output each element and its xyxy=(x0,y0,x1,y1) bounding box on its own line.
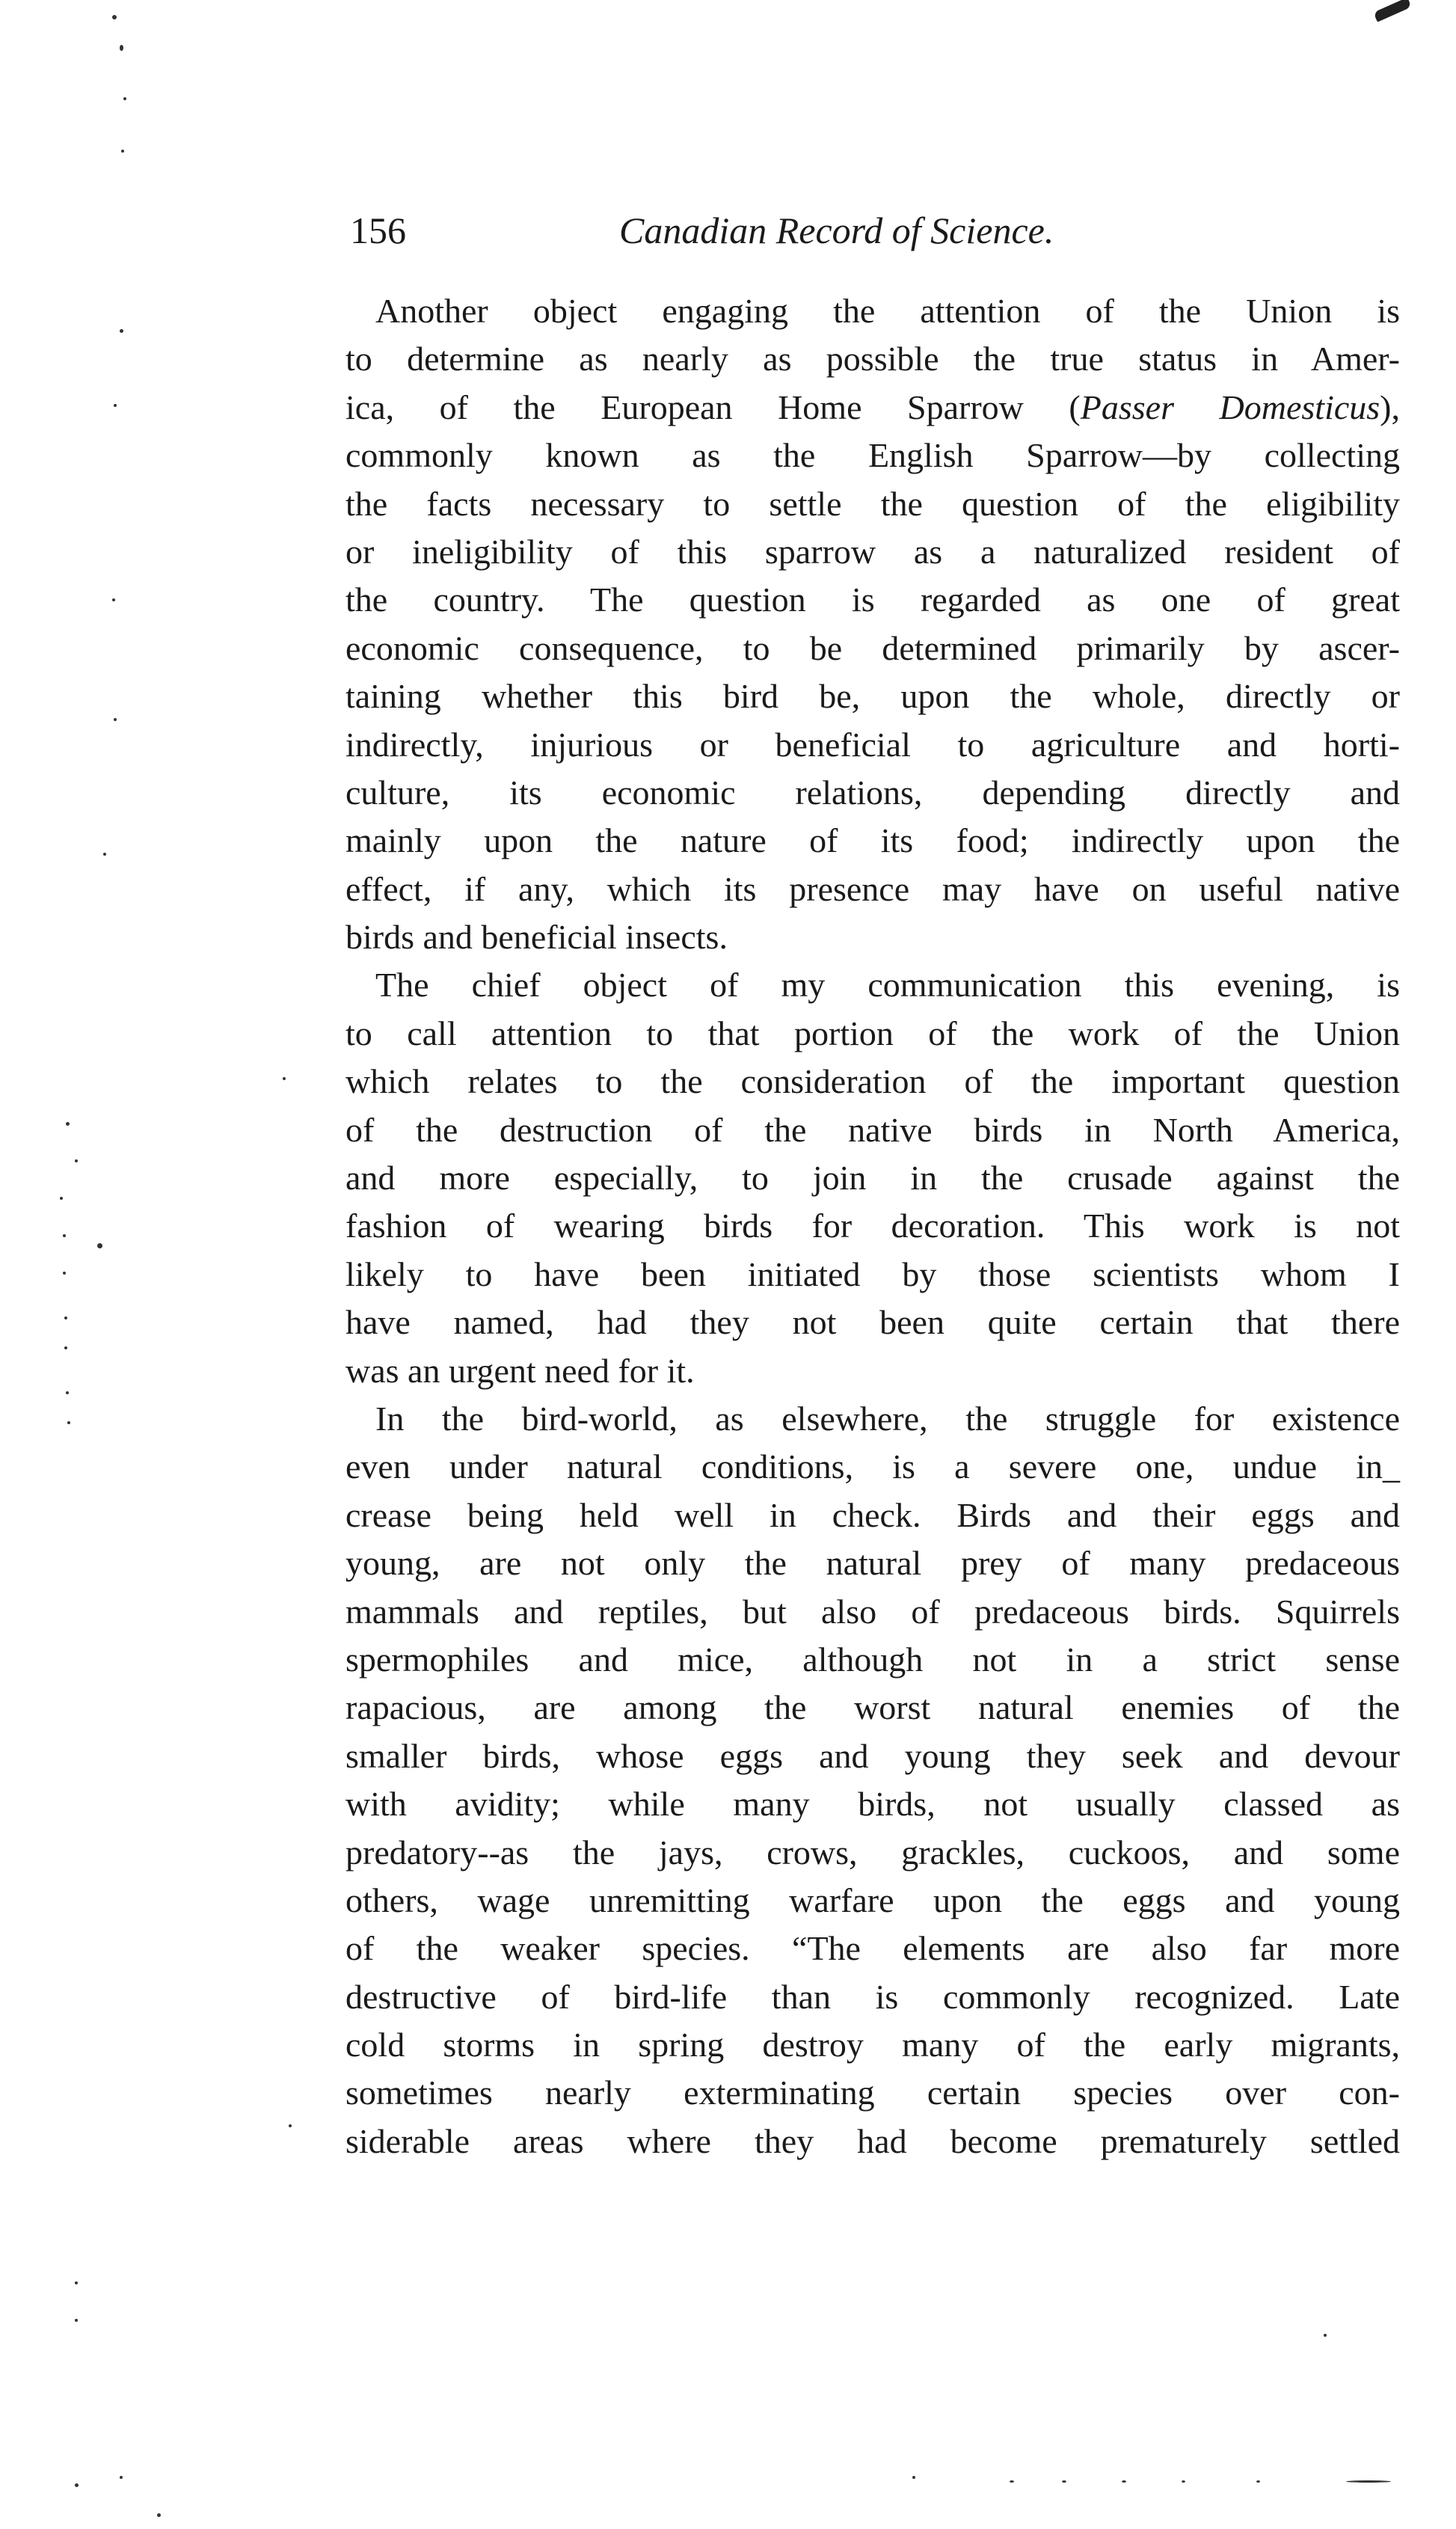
text-line: rapacious, are among the worst natural enemies of the xyxy=(345,1688,1400,1727)
text-line: mainly upon the nature of its food; indirectly upon the xyxy=(345,821,1400,860)
page-number: 156 xyxy=(350,209,406,251)
text-line: The chief object of my communication this evening, is xyxy=(375,966,1400,1005)
text-line: cold storms in spring destroy many of the early migrants, xyxy=(345,2026,1400,2064)
body-text xyxy=(345,287,1400,2165)
text-line: ica, of the European Home Sparrow (Passer Domesticus), xyxy=(345,387,1400,426)
text-line: and more especially, to join in the crusade against the xyxy=(345,1159,1400,1198)
text-line: have named, had they not been quite certain that there xyxy=(345,1303,1400,1342)
text-line: fashion of wearing birds for decoration. This work is not xyxy=(345,1207,1400,1245)
text-line: young, are not only the natural prey of many predaceous xyxy=(345,1544,1400,1583)
text-line: others, wage unremitting warfare upon the eggs and young xyxy=(345,1880,1400,1919)
text-line: was an urgent need for it. xyxy=(345,1351,695,1390)
species-name: Passer Domesticus xyxy=(1080,387,1380,426)
ink-mark xyxy=(1373,0,1411,22)
text-line: culture, its economic relations, depending directly and xyxy=(345,773,1400,812)
text-line: predatory--as the jays, crows, grackles, cuckoos, and some xyxy=(345,1833,1400,1872)
text-line: commonly known as the English Sparrow—by collecting xyxy=(345,436,1400,475)
text-line: indirectly, injurious or beneficial to agriculture and horti- xyxy=(345,725,1400,764)
text-line: sometimes nearly exterminating certain species over con- xyxy=(345,2073,1400,2112)
text-line: the facts necessary to settle the question of the eligibility xyxy=(345,484,1400,523)
running-title: Canadian Record of Science. xyxy=(619,209,1054,251)
text-line: to call attention to that portion of the work of the Union xyxy=(345,1014,1400,1052)
text-line: spermophiles and mice, although not in a strict sense xyxy=(345,1640,1400,1679)
text-line: mammals and reptiles, but also of predaceous birds. Squirrels xyxy=(345,1592,1400,1631)
text-line: destructive of bird-life than is commonly recognized. Late xyxy=(345,1977,1400,2016)
text-line: birds and beneficial insects. xyxy=(345,918,728,957)
text-line: taining whether this bird be, upon the whole, directly or xyxy=(345,677,1400,716)
text-line: of the destruction of the native birds in North America, xyxy=(345,1110,1400,1149)
text-line: the country. The question is regarded as one of great xyxy=(345,580,1400,619)
text-line: which relates to the consideration of the important question xyxy=(345,1062,1400,1101)
text-line: effect, if any, which its presence may have on useful native xyxy=(345,869,1400,908)
text-line: of the weaker species. “The elements are also far more xyxy=(345,1929,1400,1968)
text-line: with avidity; while many birds, not usually classed as xyxy=(345,1785,1400,1824)
text-line: siderable areas where they had become prematurely settled xyxy=(345,2121,1400,2160)
text-line: likely to have been initiated by those scientists whom I xyxy=(345,1254,1400,1293)
text-line: even under natural conditions, is a severe one, undue in_ xyxy=(345,1447,1400,1486)
page-header xyxy=(350,200,1397,260)
text-line: Another object engaging the attention of the Union is xyxy=(375,292,1400,330)
text-line: crease being held well in check. Birds and their eggs and xyxy=(345,1495,1400,1534)
text-line: smaller birds, whose eggs and young they seek and devour xyxy=(345,1736,1400,1775)
text-line: economic consequence, to be determined primarily by ascer- xyxy=(345,628,1400,667)
text-line: In the bird-world, as elsewhere, the struggle for existence xyxy=(375,1399,1400,1438)
text-line: to determine as nearly as possible the true status in Amer- xyxy=(345,340,1400,378)
text-line: or ineligibility of this sparrow as a naturalized resident of xyxy=(345,532,1400,571)
